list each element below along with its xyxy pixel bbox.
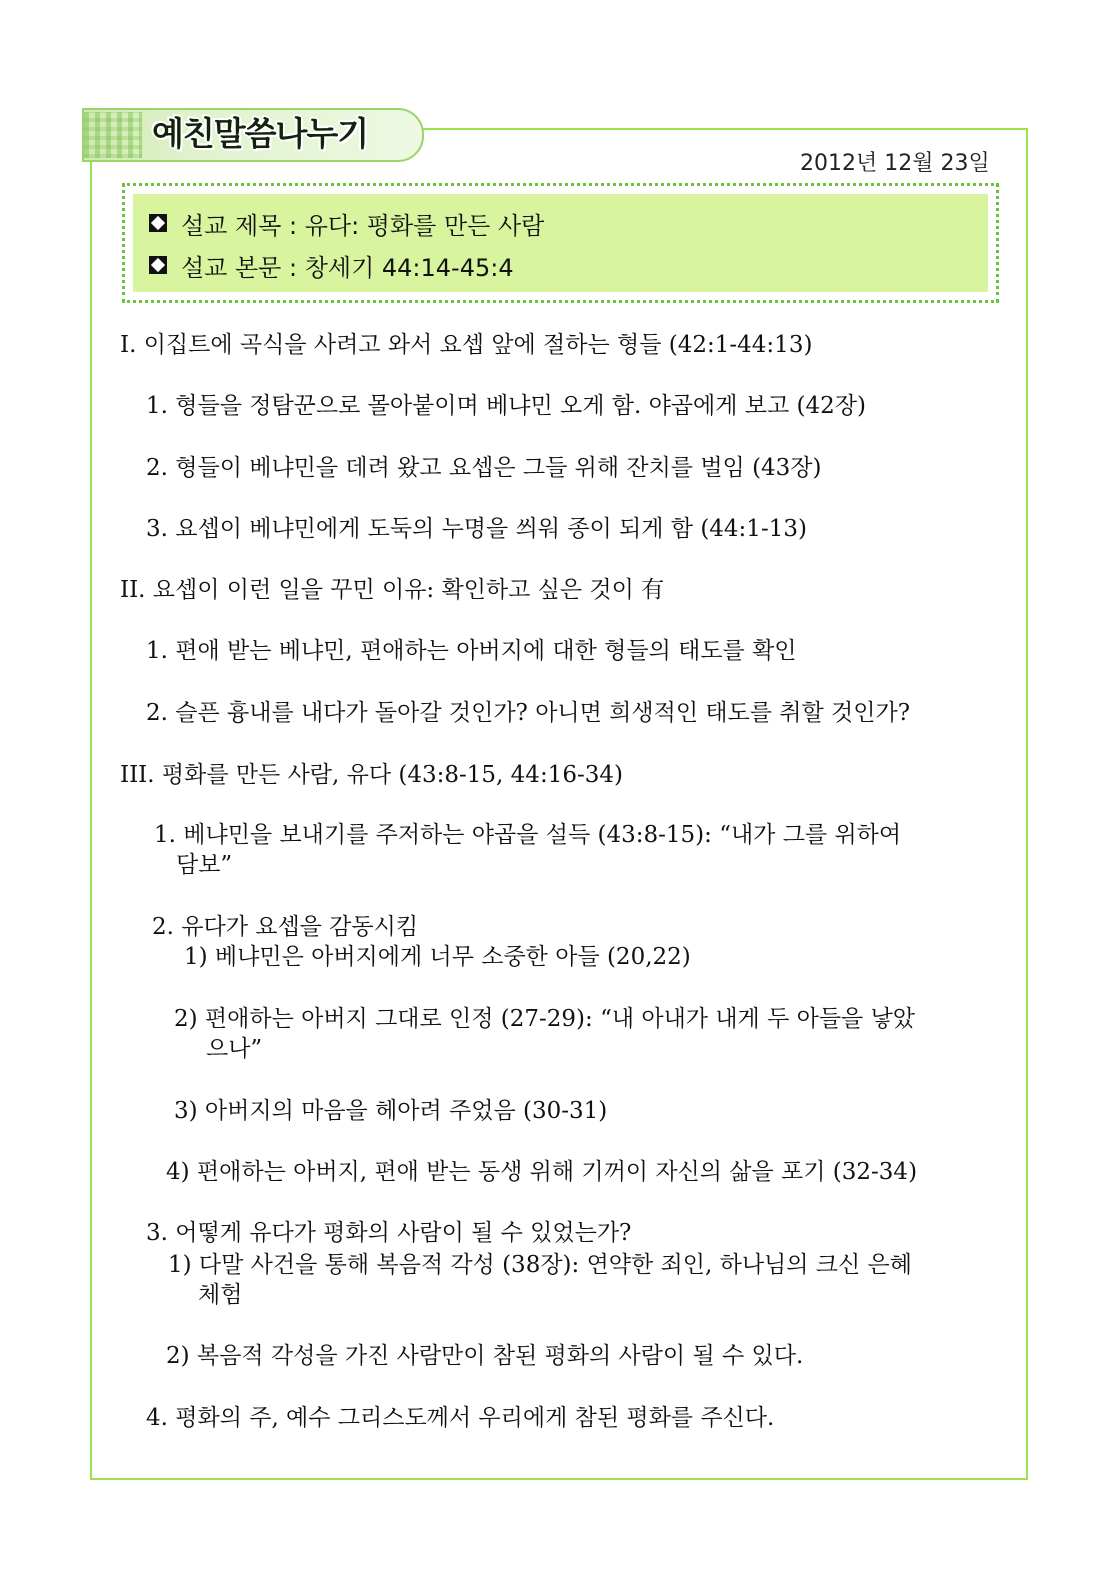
diamond-bullet-icon bbox=[149, 214, 167, 232]
sermon-info-box bbox=[122, 183, 999, 303]
page-title: 예친말씀나누기 bbox=[152, 114, 369, 153]
section-2-item-1: 1. 편애 받는 베냐민, 편애하는 아버지에 대한 형들의 태도를 확인 bbox=[146, 638, 797, 664]
section-3-item-2-sub-4: 4) 편애하는 아버지, 편애 받는 동생 위해 기꺼이 자신의 삶을 포기 (32-34) bbox=[166, 1159, 918, 1185]
sermon-info-panel bbox=[133, 194, 988, 292]
sermon-subject-text: 설교 제목 : 유다: 평화를 만든 사람 bbox=[181, 211, 545, 240]
section-3-item-3-sub-1-cont: 체험 bbox=[198, 1282, 243, 1308]
sermon-scripture-text: 설교 본문 : 창세기 44:14-45:4 bbox=[181, 253, 514, 282]
sermon-date: 2012년 12월 23일 bbox=[800, 151, 990, 176]
section-3-item-1: 1. 베냐민을 보내기를 주저하는 야곱을 설득 (43:8-15): “내가 그를 위하여 bbox=[154, 822, 902, 848]
section-3-item-2-sub-2: 2) 편애하는 아버지 그대로 인정 (27-29): “내 아내가 내게 두 아들을 낳았 bbox=[174, 1006, 916, 1032]
section-1-item-1: 1. 형들을 정탐꾼으로 몰아붙이며 베냐민 오게 함. 야곱에게 보고 (42장) bbox=[146, 393, 866, 419]
diamond-bullet-icon bbox=[149, 256, 167, 274]
section-3-item-3-sub-1: 1) 다말 사건을 통해 복음적 각성 (38장): 연약한 죄인, 하나님의 크신 은혜 bbox=[168, 1252, 912, 1278]
section-3-item-2: 2. 유다가 요셉을 감동시킴 bbox=[152, 914, 419, 940]
section-3-item-1-cont: 담보” bbox=[176, 852, 233, 878]
section-1-item-3: 3. 요셉이 베냐민에게 도둑의 누명을 씌워 종이 되게 함 (44:1-13) bbox=[146, 516, 807, 542]
section-1-item-2: 2. 형들이 베냐민을 데려 왔고 요셉은 그들 위해 잔치를 벌임 (43장) bbox=[146, 455, 822, 481]
section-3-item-2-sub-2-cont: 으나” bbox=[206, 1036, 263, 1062]
section-3-item-4: 4. 평화의 주, 예수 그리스도께서 우리에게 참된 평화를 주신다. bbox=[146, 1405, 775, 1431]
section-2-item-2: 2. 슬픈 흉내를 내다가 돌아갈 것인가? 아니면 희생적인 태도를 취할 것인가? bbox=[146, 700, 911, 726]
section-3-heading: III. 평화를 만든 사람, 유다 (43:8-15, 44:16-34) bbox=[120, 762, 623, 788]
section-3-item-2-sub-3: 3) 아버지의 마음을 헤아려 주었음 (30-31) bbox=[174, 1098, 608, 1124]
section-3-item-3-sub-2: 2) 복음적 각성을 가진 사람만이 참된 평화의 사람이 될 수 있다. bbox=[166, 1343, 804, 1369]
sermon-subject bbox=[149, 202, 988, 244]
sermon-scripture bbox=[149, 244, 988, 286]
section-3-item-3: 3. 어떻게 유다가 평화의 사람이 될 수 있었는가? bbox=[146, 1220, 632, 1246]
section-1-heading: I. 이집트에 곡식을 사려고 와서 요셉 앞에 절하는 형들 (42:1-44:13) bbox=[120, 332, 813, 358]
section-2-heading: II. 요셉이 이런 일을 꾸민 이유: 확인하고 싶은 것이 有 bbox=[120, 577, 665, 603]
banner-pattern bbox=[84, 112, 142, 158]
section-3-item-2-sub-1: 1) 베냐민은 아버지에게 너무 소중한 아들 (20,22) bbox=[184, 944, 691, 970]
